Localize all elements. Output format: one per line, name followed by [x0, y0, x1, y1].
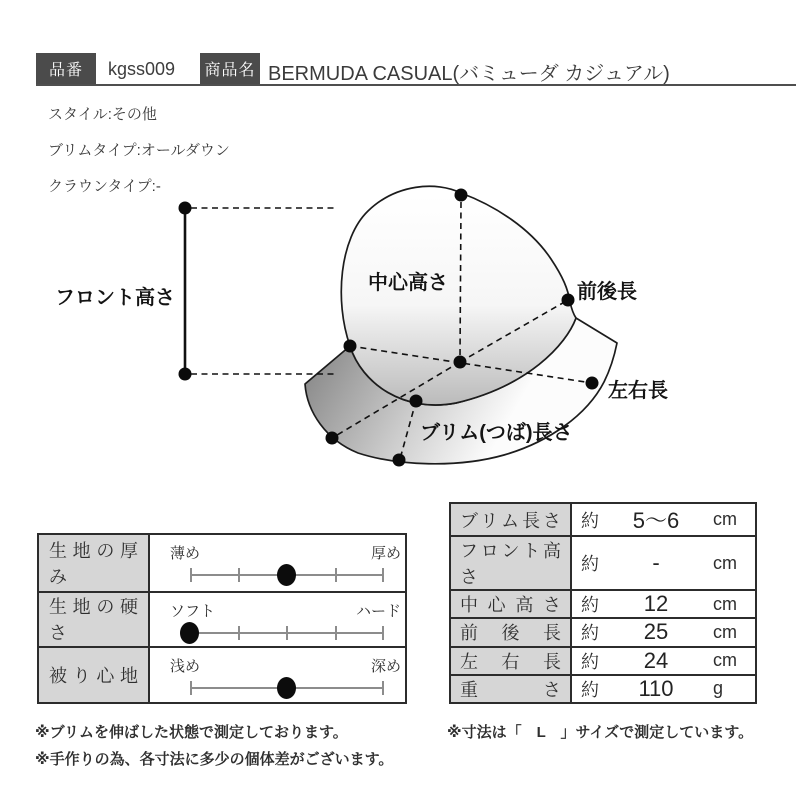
- note-measured-extended: ※ブリムを伸ばした状態で測定しております。: [35, 724, 348, 741]
- label-front-back-length: 前後長: [577, 281, 637, 303]
- attr-label-thickness: 生地の厚み: [39, 535, 150, 591]
- product-name-label: 商品名: [200, 53, 260, 84]
- attr-scale-thickness: [150, 535, 405, 591]
- attr-row-fit: [39, 646, 405, 702]
- meas-row-brim-length: ブリム長さ 約 5〜6 cm: [451, 504, 755, 535]
- label-brim-length: ブリム(つば)長さ: [420, 422, 573, 444]
- scale-max-label: 厚め: [370, 545, 401, 562]
- approx-prefix: 約: [581, 623, 599, 644]
- meas-value: -: [652, 550, 660, 575]
- approx-prefix: 約: [581, 651, 599, 672]
- label-left-right-length: 左右長: [608, 380, 668, 402]
- meas-value: 110: [638, 675, 674, 701]
- meas-unit: cm: [713, 650, 737, 671]
- approx-prefix: 約: [581, 595, 599, 616]
- label-front-height: フロント高さ: [55, 287, 175, 309]
- meas-row-front-back: 前 後 長 約 25 cm: [451, 617, 755, 645]
- spec-style: スタイル:その他: [48, 106, 157, 123]
- meas-value: 5〜6: [632, 508, 680, 533]
- meas-unit: cm: [713, 621, 737, 642]
- meas-unit: g: [713, 678, 724, 699]
- note-size-basis: ※寸法は「 L 」サイズで測定しています。: [447, 724, 754, 741]
- meas-value: 12: [643, 591, 669, 617]
- attr-scale-fit: [150, 648, 405, 702]
- meas-row-weight: 重 さ 約 110 g: [451, 674, 755, 702]
- approx-prefix: 約: [581, 510, 599, 531]
- fabric-attribute-table: [37, 533, 407, 704]
- attr-row-thickness: [39, 535, 405, 591]
- scale-indicator-dot: [180, 622, 199, 644]
- approx-prefix: 約: [581, 554, 599, 574]
- meas-unit: cm: [713, 593, 737, 614]
- spec-brim-type: ブリムタイプ:オールダウン: [48, 142, 230, 159]
- attr-label-fit: 被 り 心 地: [39, 648, 150, 702]
- attr-row-stiffness: [39, 591, 405, 647]
- scale-min-label: ソフト: [170, 602, 216, 620]
- scale-indicator-dot: [277, 677, 296, 699]
- meas-unit: cm: [713, 509, 737, 529]
- scale-indicator-dot: [277, 564, 296, 586]
- scale-min-label: 薄め: [170, 545, 201, 562]
- meas-row-front-height: フロント高さ 約 - cm: [451, 535, 755, 589]
- meas-value: 24: [643, 647, 669, 673]
- label-center-height: 中心高さ: [368, 272, 448, 294]
- notes-left: [35, 721, 393, 775]
- attr-scale-stiffness: [150, 593, 405, 647]
- note-handmade-variance: ※手作りの為、各寸法に多少の個体差がございます。: [35, 751, 394, 768]
- meas-row-center-height: 中 心 高 さ 約 12 cm: [451, 589, 755, 617]
- item-code-label: 品番: [36, 53, 96, 84]
- spec-crown-type: クラウンタイプ:-: [48, 178, 161, 195]
- meas-unit: cm: [713, 552, 737, 573]
- item-code-value: kgss009: [108, 59, 176, 79]
- scale-min-label: 浅め: [170, 658, 201, 676]
- scale-max-label: 深め: [370, 658, 401, 676]
- meas-value: 25: [643, 619, 669, 645]
- meas-row-left-right: 左 右 長 約 24 cm: [451, 646, 755, 674]
- measurement-table: [449, 502, 757, 704]
- scale-max-label: ハード: [355, 602, 401, 620]
- approx-prefix: 約: [581, 679, 599, 700]
- attr-label-stiffness: 生地の硬さ: [39, 593, 150, 647]
- product-name-value: BERMUDA CASUAL(バミューダ カジュアル): [268, 63, 670, 85]
